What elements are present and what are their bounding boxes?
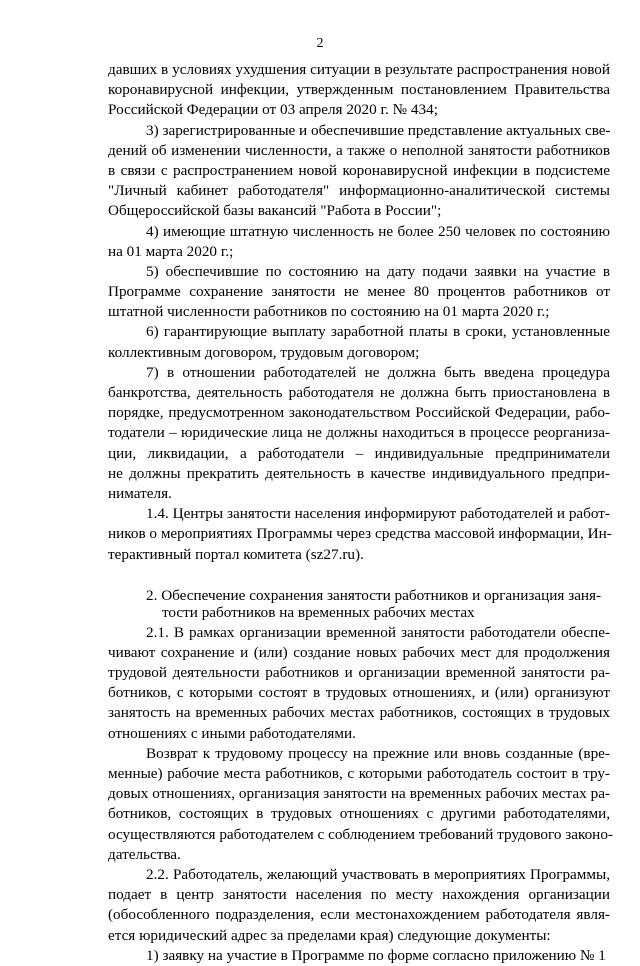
paragraph-line: Программе сохранение занятости не менее 80 процентов работников от [108,283,610,301]
paragraph-line: 1) заявку на участие в Программе по форме согласно приложению № 1 [146,946,606,964]
paragraph-line: на 01 марта 2020 г.; [108,242,234,260]
paragraph [108,504,610,565]
paragraph-line: Общероссийской базы вакансий "Работа в России"; [108,202,442,220]
document-body [108,60,613,966]
paragraph-line: в связи с распространением новой коронавирусной инфекции в подсистеме [108,161,610,179]
paragraph [108,60,610,121]
paragraph-line: дений об изменении численности, а также о неполной занятости работников [108,141,610,159]
paragraph-line: менные) рабочие места работников, с которыми работодатель состоит в тру- [108,765,610,782]
page-number: 2 [316,36,324,51]
paragraph-line: "Личный кабинет работодателя" информационно-аналитической системы [108,182,610,200]
paragraph-line: 3) зарегистрированные и обеспечившие представление актуальных све- [146,121,611,139]
paragraph-line: штатной численности работников по состоянию на 01 марта 2020 г.; [108,303,550,321]
paragraph-line: 4) имеющие штатную численность не более 250 человек по состоянию [146,222,610,240]
paragraph-line: банкротства, деятельность работодателя не должна быть приостановлена в [108,384,610,401]
paragraph-line: чивают сохранение и (или) создание новых рабочих мест для продолжения [108,643,610,661]
paragraph [108,363,610,504]
paragraph [108,865,610,946]
paragraph [108,623,610,744]
paragraph-line: 2.2. Работодатель, желающий участвовать в мероприятиях Программы, [146,865,610,883]
paragraph-line: трудовой деятельности работников и организации временной занятости ра- [108,664,610,682]
paragraph-line: (обособленного подразделения, если местонахождением работодателя явля- [108,906,610,924]
paragraph [108,121,610,222]
paragraph-line: 1.4. Центры занятости населения информируют работодателей и работ- [146,505,610,523]
paragraph-line: 6) гарантирующие выплату заработной платы в сроки, установленные [146,323,610,341]
paragraph-line: терактивный портал комитета (sz27.ru). [108,545,364,563]
paragraph-line: 2.1. В рамках организации временной занятости работодатели обеспе- [146,623,610,641]
paragraph [108,222,610,262]
paragraph-line: довых отношениях, организация занятости на временных рабочих местах ра- [108,785,610,803]
section-heading-line: 2. Обеспечение сохранения занятости работников и организация заня- [146,586,602,604]
paragraph-line: дательства. [108,845,181,863]
paragraph-line: 7) в отношении работодателей не должна быть введена процедура [146,363,610,381]
paragraph-line: коллективным договором, трудовым договором; [108,343,420,361]
paragraph-line: ции, ликвидации, а работодатели – индивидуальные предприниматели [108,444,610,462]
paragraph [108,262,610,323]
paragraph-line: ников о мероприятиях Программы через средства массовой информации, Ин- [108,525,612,543]
paragraph-line: давших в условиях ухудшения ситуации в результате распространения новой [108,61,610,78]
paragraph-line: занятость на временных рабочих местах работников, состоящих в трудовых [108,704,610,722]
paragraph [108,744,613,865]
paragraph-line: тодатели – юридические лица не должны находиться в процессе реорганиза- [108,424,610,442]
paragraph-line: подает в центр занятости населения по месту нахождения организации [108,886,610,904]
paragraph-line: Российской Федерации от 03 апреля 2020 г. № 434; [108,101,438,119]
paragraph-line: нимателя. [108,484,172,502]
paragraph [108,946,610,966]
paragraph-line: осуществляются работодателем с соблюдением требований трудового законо- [108,825,613,843]
paragraph-line: Возврат к трудовому процессу на прежние или вновь созданные (вре- [146,744,610,762]
paragraph-line: не должны прекратить деятельность в качестве индивидуального предпри- [108,464,610,482]
paragraph-line: ботников, состоящих в трудовых отношениях с другими работодателями, [108,805,610,823]
section-heading-line: тости работников на временных рабочих местах [162,603,475,621]
paragraph-line: порядке, предусмотренном законодательством Российской Федерации, рабо- [108,404,610,422]
paragraph [108,322,610,362]
paragraph-line: отношениях с иными работодателями. [108,724,356,742]
paragraph-line: 5) обеспечившие по состоянию на дату подачи заявки на участие в [146,262,610,280]
paragraph-line: коронавирусной инфекции, утвержденным постановлением Правительства [108,81,610,99]
paragraph-line: ботников, с которыми состоят в трудовых отношениях, и (или) организуют [108,684,610,702]
paragraph-line: ется юридический адрес за пределами края) следующие документы: [108,926,551,944]
section-heading [108,587,610,621]
